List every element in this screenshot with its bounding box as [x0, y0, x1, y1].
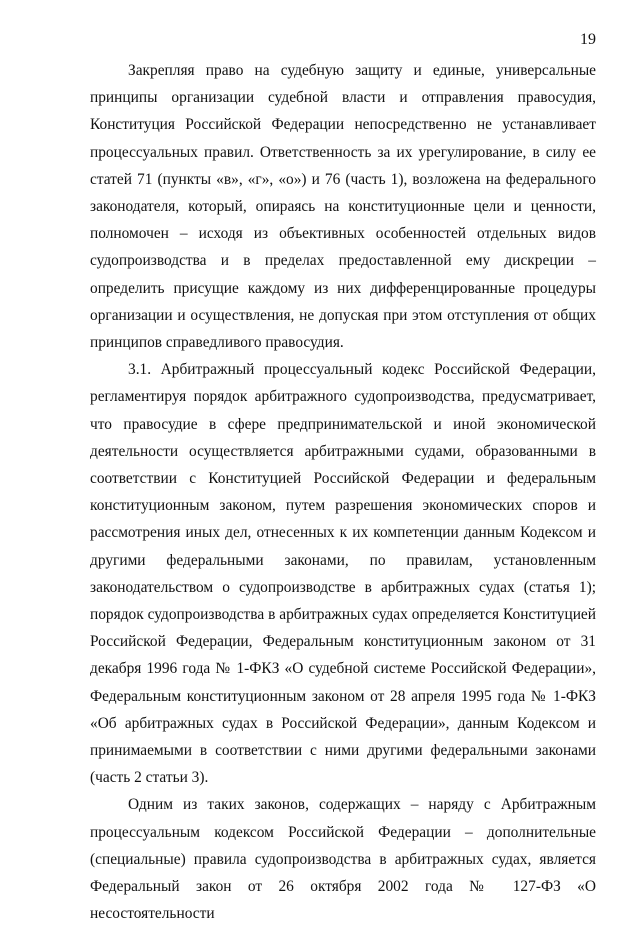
paragraph-judicial-protection: Закрепляя право на судебную защиту и единые, универсальные принципы организации судебной власти и отправления правосудия, Конституция Российской Федерации непосредственно не устанавливает процессуальных правил. Ответственность за их урегулирование, в силу ее статей 71 (пункты «в», «г», «о») и 76 (часть 1), возложена на федерального законодателя, который, опираясь на конституционные цели и ценности, полномочен – исходя из объективных особенностей отдельных видов судопроизводства и в пределах предоставленной ему дискреции – определить присущие каждому из них дифференцированные процедуры организации и осуществления, не допуская при этом отступления от общих принципов справедливого правосудия. [90, 62, 596, 352]
page-number: 19 [580, 31, 596, 48]
paragraph-arbitration-code: 3.1. Арбитражный процессуальный кодекс Российской Федерации, регламентируя порядок арбитражного судопроизводства, предусматривает, что правосудие в сфере предпринимательской и иной экономической деятельности осуществляется арбитражными судами, образованными в соответствии с Конституцией Российской Федерации и федеральным конституционным законом, путем разрешения экономических споров и рассмотрения иных дел, отнесенных к их компетенции данным Кодексом и другими федеральными законами, по правилам, установленным законодательством о судопроизводстве в арбитражных судах (статья 1); порядок судопроизводства в арбитражных судах определяется Конституцией Российской Федерации, Федеральным конституционным законом от 31 декабря 1996 года № 1-ФКЗ «О судебной системе Российской Федерации», Федеральным конституционным законом от 28 апреля 1995 года № 1-ФКЗ «Об арбитражных судах в Российской Федерации», данным Кодексом и принимаемыми в соответствии с ними другими федеральными законами (часть 2 статьи 3). [90, 361, 596, 787]
document-body [90, 57, 596, 928]
paragraph-insolvency-law: Одним из таких законов, содержащих – наряду с Арбитражным процессуальным кодексом Российской Федерации – дополнительные (специальные) правила судопроизводства в арбитражных судах, является Федеральный закон от 26 октября 2002 года № 127-ФЗ «О несостоятельности [90, 796, 596, 923]
